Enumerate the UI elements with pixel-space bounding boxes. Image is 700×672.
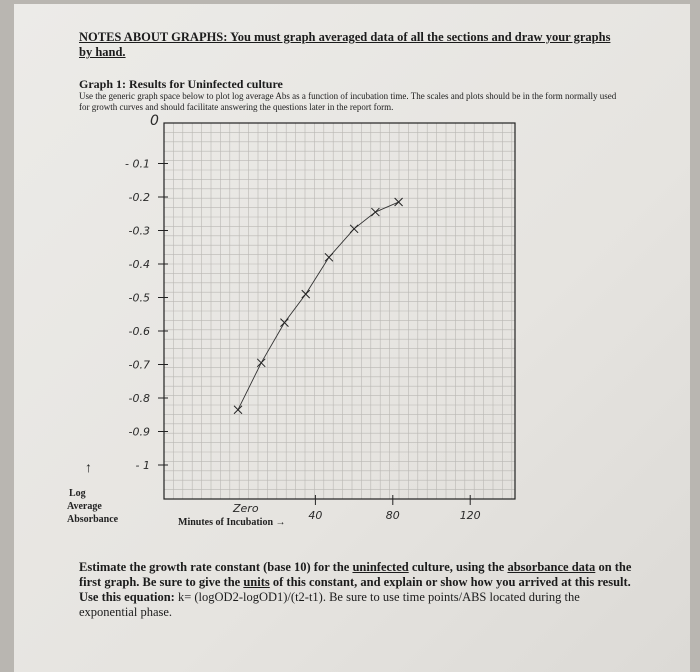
- growth-rate-question: [79, 560, 639, 620]
- y-axis-label-2: Average: [67, 501, 102, 512]
- question-text-1: Estimate the growth rate constant (base 10) for the: [79, 560, 353, 574]
- graph-title: Graph 1: Results for Uninfected culture: [79, 77, 283, 91]
- y-axis-label-1: Log: [69, 488, 86, 499]
- question-absorbance-data: absorbance data: [507, 560, 596, 574]
- question-equation: k= (logOD2-logOD1)/(t2-t1). Be sure to use time points/ABS located during the exponential phase.: [79, 590, 580, 619]
- chart-grid: [164, 123, 515, 499]
- question-text-4: of this constant, and explain or show how you arrived at this result. Use this equation:: [79, 575, 631, 604]
- y-top-note: 0: [150, 113, 159, 129]
- y-tick-label: -0.2: [128, 191, 150, 204]
- x-tick-label: 40: [308, 509, 323, 522]
- x-zero-note: Zero: [233, 502, 259, 515]
- question-text-2: culture, using the: [408, 560, 508, 574]
- x-tick-label: 120: [459, 509, 481, 522]
- y-tick-label: -0.3: [128, 224, 150, 238]
- x-axis-label: Minutes of Incubation →: [178, 517, 286, 528]
- series-line: [238, 202, 399, 410]
- x-tick-label: 80: [385, 509, 400, 522]
- y-tick-label: -0.6: [128, 325, 150, 338]
- y-axis-ticks: [125, 158, 168, 473]
- y-tick-label: -0.8: [128, 392, 150, 405]
- y-tick-label: -0.7: [128, 358, 150, 372]
- y-tick-label: -0.4: [128, 258, 150, 271]
- data-point-x-marker: [280, 319, 288, 327]
- y-tick-label: -0.9: [128, 425, 150, 439]
- y-tick-label: - 0.1: [125, 157, 150, 171]
- y-tick-label: -0.5: [128, 291, 150, 305]
- y-axis-arrow: ↑: [85, 461, 92, 476]
- graph-instructions: Use the generic graph space below to plot log average Abs as a function of incubation time. The scales and plots should be in the form normally used for growth curves and should facilitate answering the questions later in the report form.: [79, 91, 617, 112]
- data-point-x-marker: [302, 290, 310, 298]
- question-uninfected: uninfected: [352, 560, 409, 574]
- data-point-x-marker: [234, 406, 242, 414]
- y-axis-label-3: Absorbance: [67, 514, 119, 525]
- data-point-x-marker: [257, 359, 265, 367]
- question-text-3: on the first graph. Be sure to give the: [79, 560, 632, 589]
- notes-heading: NOTES ABOUT GRAPHS: You must graph averaged data of all the sections and draw your graphs by hand.: [79, 30, 611, 59]
- data-points: [234, 198, 403, 414]
- data-point-x-marker: [371, 208, 379, 216]
- y-tick-label: - 1: [135, 459, 150, 472]
- question-units: units: [243, 575, 270, 589]
- data-point-x-marker: [395, 198, 403, 206]
- data-point-x-marker: [350, 225, 358, 233]
